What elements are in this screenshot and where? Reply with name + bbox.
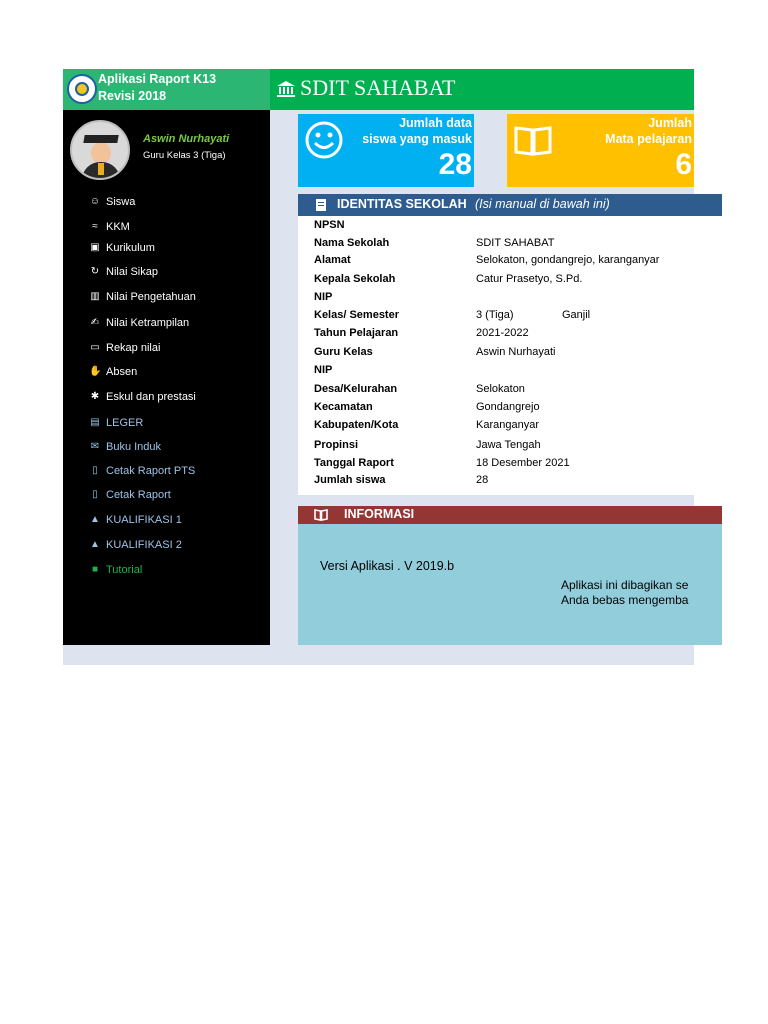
students-count-card[interactable] xyxy=(298,114,474,187)
sidebar-item-nilai-pengetahuan[interactable] xyxy=(89,291,196,303)
identity-value[interactable]: SDIT SAHABAT xyxy=(476,237,555,249)
book-icon: ▥ xyxy=(90,291,100,302)
sidebar-item-label: Kurikulum xyxy=(106,242,155,254)
identity-value[interactable]: Karanganyar xyxy=(476,419,539,431)
subjects-count-card[interactable] xyxy=(507,114,694,187)
subjects-count-value: 6 xyxy=(675,148,692,181)
identity-label: NIP xyxy=(314,364,333,376)
sidebar-item-label: Nilai Pengetahuan xyxy=(106,291,196,303)
tut-wuri-logo-icon xyxy=(67,74,97,104)
identity-value[interactable]: 3 (Tiga) xyxy=(476,309,514,321)
sidebar-item-label: Tutorial xyxy=(106,564,143,576)
curriculum-icon: ▣ xyxy=(90,242,100,253)
school-title: SDIT SAHABAT xyxy=(300,75,456,100)
sidebar-item-tutorial[interactable] xyxy=(89,564,142,576)
identity-value[interactable]: Aswin Nurhayati xyxy=(476,346,556,358)
students-card-line1: Jumlah data xyxy=(399,116,472,130)
students-count-value: 28 xyxy=(438,148,472,181)
user-name: Aswin Nurhayati xyxy=(143,133,230,145)
print-icon: ▯ xyxy=(92,465,98,476)
sidebar-item-label: Eskul dan prestasi xyxy=(106,391,196,403)
identity-label: Desa/Kelurahan xyxy=(314,383,398,395)
monitor-icon: ■ xyxy=(91,564,99,575)
identity-section-header xyxy=(298,194,722,216)
identity-label: Kabupaten/Kota xyxy=(314,419,399,431)
sidebar-item-kurikulum[interactable] xyxy=(89,242,155,254)
identity-label: Nama Sekolah xyxy=(314,237,390,249)
share-notice-line2: Anda bebas mengemba xyxy=(561,593,689,607)
sidebar-item-label: Cetak Raport PTS xyxy=(106,465,196,477)
identity-label: Propinsi xyxy=(314,439,359,451)
sidebar-item-kualifikasi-1[interactable] xyxy=(89,514,182,526)
sidebar-item-nilai-ketrampilan[interactable] xyxy=(89,317,189,329)
sidebar-item-siswa[interactable] xyxy=(89,196,135,208)
identity-subtitle: (Isi manual di bawah ini) xyxy=(475,197,610,211)
identity-title: IDENTITAS SEKOLAH xyxy=(337,197,467,211)
user-role: Guru Kelas 3 (Tiga) xyxy=(143,150,226,161)
identity-semester-value[interactable]: Ganjil xyxy=(562,309,591,321)
sidebar-item-buku-induk[interactable] xyxy=(89,441,161,453)
identity-value[interactable]: Selokaton, gondangrejo, karanganyar xyxy=(476,254,660,266)
students-card-line2: siswa yang masuk xyxy=(362,132,472,146)
avatar xyxy=(70,120,130,180)
sidebar-item-label: Cetak Raport xyxy=(106,489,171,501)
smiley-icon xyxy=(304,120,344,160)
sidebar-item-label: Nilai Sikap xyxy=(106,266,158,278)
sidebar-item-leger[interactable] xyxy=(89,417,143,429)
gear-icon: ✱ xyxy=(90,391,100,402)
folder-icon: ▭ xyxy=(90,342,100,353)
identity-value[interactable]: Catur Prasetyo, S.Pd. xyxy=(476,273,583,285)
identity-value[interactable]: 2021-2022 xyxy=(476,327,529,339)
sidebar-item-label: LEGER xyxy=(106,417,144,429)
top-bar xyxy=(270,69,694,110)
mail-icon: ✉ xyxy=(90,441,100,452)
identity-label: Tahun Pelajaran xyxy=(314,327,399,339)
info-title: INFORMASI xyxy=(344,507,415,521)
sidebar-item-kkm[interactable] xyxy=(89,221,130,233)
app-version-text: Versi Aplikasi . V 2019.b xyxy=(320,559,455,573)
identity-value[interactable]: 18 Desember 2021 xyxy=(476,457,570,469)
hand-icon: ✋ xyxy=(89,366,102,377)
sidebar-item-label: Siswa xyxy=(106,196,136,208)
sidebar-item-cetak-raport-pts[interactable] xyxy=(89,465,195,477)
ledger-icon: ▤ xyxy=(90,417,100,428)
app-title-line2: Revisi 2018 xyxy=(98,89,167,103)
image-icon: ▲ xyxy=(90,514,100,525)
attitude-icon: ↻ xyxy=(90,266,100,277)
identity-label: NPSN xyxy=(314,219,345,231)
identity-value[interactable]: Selokaton xyxy=(476,383,525,395)
sidebar-item-kualifikasi-2[interactable] xyxy=(89,539,182,551)
sidebar-item-label: Absen xyxy=(106,366,138,378)
sidebar-item-label: KUALIFIKASI 1 xyxy=(106,514,182,526)
sidebar-item-label: Rekap nilai xyxy=(106,342,161,354)
identity-value[interactable]: Jawa Tengah xyxy=(476,439,541,451)
identity-value[interactable]: Gondangrejo xyxy=(476,401,540,413)
sidebar-item-absen[interactable] xyxy=(89,366,137,378)
sidebar-item-nilai-sikap[interactable] xyxy=(89,266,158,278)
sidebar-item-label: KUALIFIKASI 2 xyxy=(106,539,182,551)
identity-label: Guru Kelas xyxy=(314,346,373,358)
info-section-header xyxy=(298,506,722,524)
document-icon xyxy=(315,198,327,212)
identity-label: NIP xyxy=(314,291,333,303)
sidebar-item-eskul[interactable] xyxy=(89,391,196,403)
sidebar-item-label: KKM xyxy=(106,221,130,233)
identity-label: Kecamatan xyxy=(314,401,373,413)
student-icon: ☺ xyxy=(89,196,101,207)
sidebar-item-cetak-raport[interactable] xyxy=(89,489,171,501)
identity-label: Kepala Sekolah xyxy=(314,273,396,285)
pen-icon: ✍ xyxy=(90,317,100,328)
share-notice-line1: Aplikasi ini dibagikan se xyxy=(561,578,689,592)
identity-label: Jumlah siswa xyxy=(314,474,386,486)
print-icon: ▯ xyxy=(92,489,98,500)
identity-value[interactable]: 28 xyxy=(476,474,489,486)
subjects-card-line2: Mata pelajaran xyxy=(605,132,692,146)
identity-label: Alamat xyxy=(314,254,351,266)
sidebar-item-rekap-nilai[interactable] xyxy=(89,342,160,354)
app-header xyxy=(63,69,270,110)
identity-label: Tanggal Raport xyxy=(314,457,394,469)
open-book-icon xyxy=(314,508,328,521)
identity-label: Kelas/ Semester xyxy=(314,309,399,321)
subjects-card-line1: Jumlah xyxy=(648,116,692,130)
school-icon xyxy=(276,79,296,99)
open-book-icon xyxy=(513,120,553,160)
image-icon: ▲ xyxy=(90,539,100,550)
sidebar-item-label: Buku Induk xyxy=(106,441,162,453)
app-title-line1: Aplikasi Raport K13 xyxy=(98,72,217,86)
wave-icon: ≈ xyxy=(92,221,98,232)
sidebar-item-label: Nilai Ketrampilan xyxy=(106,317,190,329)
